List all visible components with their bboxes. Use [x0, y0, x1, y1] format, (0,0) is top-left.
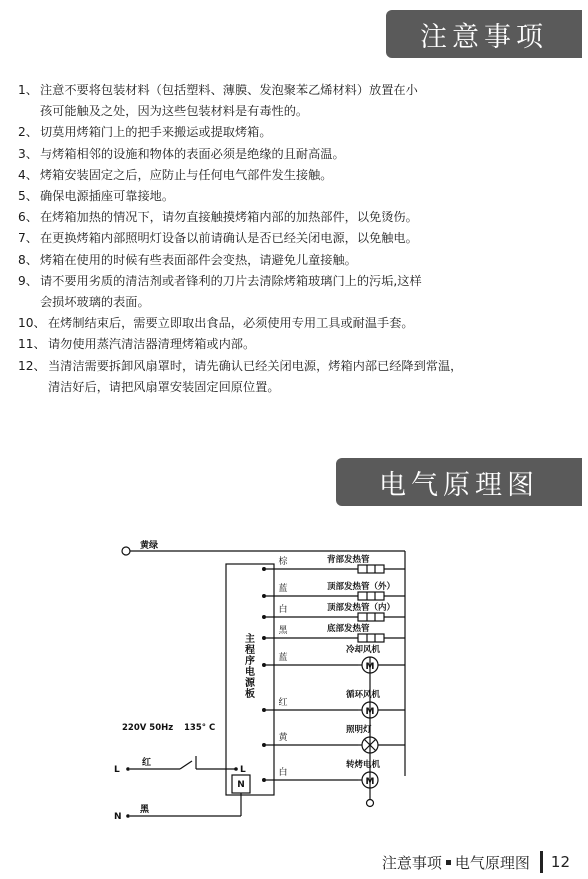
- notice-item-number: 9、: [18, 273, 38, 288]
- notice-item-number: 2、: [18, 125, 38, 140]
- footer-separator-square: [446, 860, 451, 865]
- l-terminal-label: L: [240, 765, 246, 775]
- notice-item-text: 烤箱安装固定之后，应防止与任何电气部件发生接触。: [40, 167, 333, 182]
- load-name: 顶部发热管（外）: [327, 582, 396, 592]
- load-name: 冷却风机: [346, 645, 381, 655]
- terminal-dot: [262, 708, 266, 712]
- terminal-dot: [262, 636, 266, 640]
- board-label: 主程序电源板: [245, 634, 255, 700]
- notice-item: [18, 186, 584, 207]
- load-name: 转烤电机: [346, 760, 381, 770]
- wire-color-label: 黑: [278, 626, 288, 636]
- notice-item-text: 烤箱在使用的时候有些表面部件会变热，请避免儿童接触。: [40, 252, 357, 267]
- thermostat-label: 135° C: [184, 723, 216, 733]
- heater-element-icon: [358, 565, 384, 573]
- notice-item-text: 请不要用劣质的清洁剂或者锋利的刀片去清除烤箱玻璃门上的污垢,这样: [40, 273, 422, 288]
- notice-item: [18, 228, 584, 249]
- load-name: 照明灯: [346, 725, 372, 735]
- red-wire-label: 红: [142, 758, 152, 768]
- terminal-dot: [262, 567, 266, 571]
- notice-item-text: 确保电源插座可靠接地。: [40, 189, 175, 204]
- notice-item-text: 注意不要将包装材料（包括塑料、薄膜、发泡聚苯乙烯材料）放置在小: [40, 83, 418, 97]
- terminal-dot: [262, 743, 266, 747]
- notice-item: [18, 80, 584, 122]
- line-l-label: L: [114, 765, 120, 775]
- notice-item: [18, 207, 584, 228]
- notice-item-number: 10、: [18, 316, 46, 331]
- notice-item-number: 6、: [18, 210, 38, 225]
- footer-divider-bar: [540, 851, 543, 873]
- page-footer: [382, 848, 570, 876]
- motor-symbol: M: [365, 662, 375, 672]
- notice-item-text: 在烤制结束后，需要立即取出食品，必须使用专用工具或耐温手套。: [48, 316, 414, 331]
- notice-item-number: 8、: [18, 252, 38, 267]
- black-wire-label: 黑: [140, 805, 150, 815]
- heater-element-icon: [358, 634, 384, 642]
- notice-item: [18, 250, 584, 271]
- terminal-dot: [262, 778, 266, 782]
- wire-color-label: 蓝: [278, 584, 288, 594]
- notice-item-number: 11、: [18, 337, 46, 352]
- line-n-label: N: [114, 812, 122, 822]
- notice-item: [18, 313, 584, 334]
- notice-item-text: 孩可能触及之处，因为这些包装材料是有毒性的。: [40, 104, 309, 119]
- notice-item-number: 7、: [18, 231, 38, 246]
- notice-item-number: 5、: [18, 189, 38, 204]
- page-number: 12: [550, 853, 570, 871]
- thermostat-switch-icon: [180, 761, 192, 769]
- notice-item-number: 4、: [18, 167, 38, 182]
- footer-section-circuit: 电气原理图: [454, 853, 530, 872]
- notice-item-text: 在更换烤箱内部照明灯设备以前请确认是否已经关闭电源，以免触电。: [40, 231, 418, 246]
- n-terminal-label: N: [237, 780, 245, 790]
- notice-item: [18, 165, 584, 186]
- notice-item-text: 会损坏玻璃的表面。: [40, 295, 150, 310]
- wire-color-label: 棕: [278, 557, 288, 567]
- circuit-section-title: 电气原理图: [336, 458, 582, 506]
- heater-element-icon: [358, 613, 384, 621]
- load-name: 顶部发热管（内）: [327, 603, 396, 613]
- ground-wire-label: 黄绿: [140, 541, 159, 551]
- wire-color-label: 黄: [278, 733, 288, 743]
- load-name: 底部发热管: [327, 624, 370, 634]
- notice-list: [18, 80, 584, 398]
- wire-color-label: 红: [278, 698, 288, 708]
- notice-item: [18, 271, 584, 313]
- line-l-dot: [126, 767, 130, 771]
- wire-color-label: 白: [278, 605, 288, 615]
- wiring-diagram: [0, 520, 588, 830]
- notice-item-number: 12、: [18, 358, 46, 373]
- footer-section-notice: 注意事项: [381, 853, 442, 872]
- load-name: 背部发热管: [327, 555, 370, 565]
- motor-ground-icon: [367, 800, 374, 807]
- notice-item-text: 切莫用烤箱门上的把手来搬运或提取烤箱。: [40, 125, 272, 140]
- notice-section-title: 注意事项: [386, 10, 582, 58]
- load-name: 循环风机: [346, 690, 381, 700]
- terminal-dot: [262, 594, 266, 598]
- line-n-dot: [126, 814, 130, 818]
- notice-item-text: 当清洁需要拆卸风扇罩时，请先确认已经关闭电源，烤箱内部已经降到常温，: [48, 358, 463, 373]
- l-terminal-dot: [234, 767, 238, 771]
- notice-item-text: 清洁好后，请把风扇罩安装固定回原位置。: [48, 379, 280, 394]
- terminal-dot: [262, 663, 266, 667]
- notice-item-text: 与烤箱相邻的设施和物体的表面必须是绝缘的且耐高温。: [40, 146, 345, 161]
- notice-item-text: 请勿使用蒸汽清洁器清理烤箱或内部。: [48, 337, 256, 352]
- heater-element-icon: [358, 592, 384, 600]
- notice-item: [18, 144, 584, 165]
- notice-item: [18, 122, 584, 143]
- motor-symbol: M: [365, 777, 375, 787]
- notice-item: [18, 334, 584, 355]
- wire-color-label: 蓝: [278, 653, 288, 663]
- wire-color-label: 白: [278, 768, 288, 778]
- notice-item-number: 1、: [18, 83, 38, 97]
- notice-item-number: 3、: [18, 146, 38, 161]
- power-spec-label: 220V 50Hz: [122, 723, 174, 733]
- motor-symbol: M: [365, 707, 375, 717]
- notice-item-text: 在烤箱加热的情况下，请勿直接触摸烤箱内部的加热部件，以免烫伤。: [40, 210, 418, 225]
- terminal-dot: [262, 615, 266, 619]
- notice-item: [18, 356, 584, 398]
- ground-terminal-icon: [122, 547, 130, 555]
